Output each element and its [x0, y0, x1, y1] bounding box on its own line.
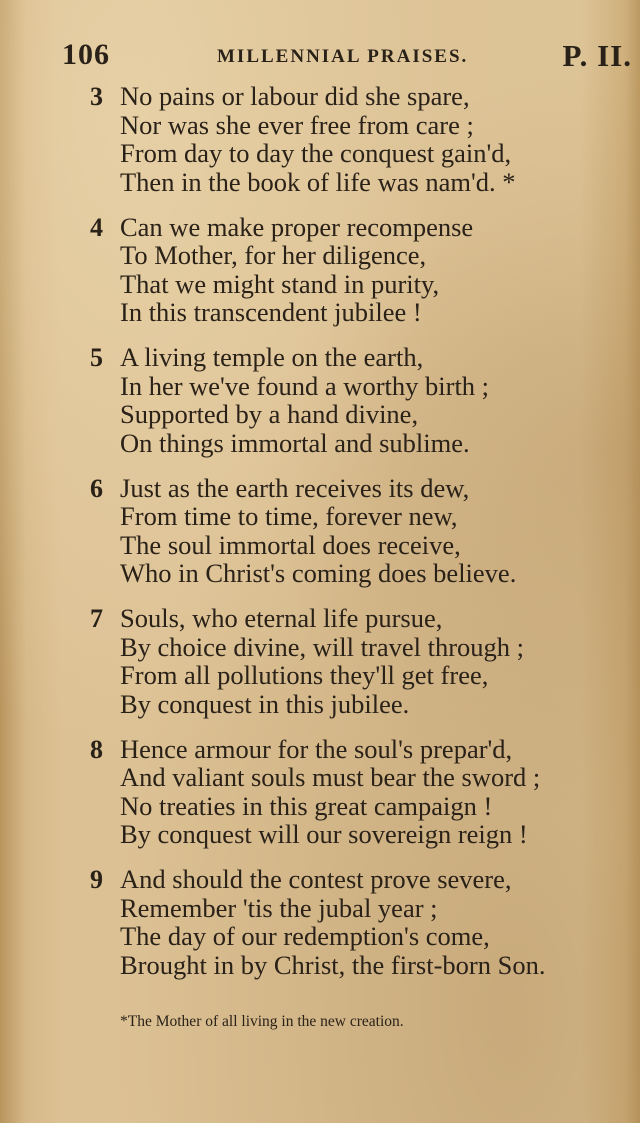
verse-line: Then in the book of life was nam'd. *	[120, 166, 516, 197]
stanza-7	[90, 604, 630, 718]
verse-line: Can we make proper recompense	[120, 211, 474, 242]
verse-line: Just as the earth receives its dew,	[120, 472, 470, 503]
stanza-5	[90, 343, 630, 457]
page-header	[62, 38, 634, 78]
stanza-6	[90, 474, 630, 588]
stanza-number: 3	[90, 82, 103, 111]
verse-line: No pains or labour did she spare,	[120, 81, 470, 111]
verse-line: The day of our redemption's come,	[120, 921, 490, 951]
verse-line: To Mother, for her diligence,	[120, 240, 427, 270]
verse-line: No treaties in this great campaign !	[120, 790, 493, 821]
verse-line: And should the contest prove severe,	[120, 864, 512, 894]
verse-line: From all pollutions they'll get free,	[120, 660, 489, 690]
verse-line: That we might stand in purity,	[120, 268, 440, 299]
verse-line: Remember 'tis the jubal year ;	[120, 892, 438, 923]
stanza-number: 5	[90, 343, 103, 372]
stanza-9	[90, 865, 630, 979]
verse-line: Supported by a hand divine,	[120, 399, 419, 429]
verse-line: Hence armour for the soul's prepar'd,	[120, 733, 513, 764]
stanza-4	[90, 213, 630, 327]
verse-line: From time to time, forever new,	[120, 501, 458, 531]
verse-line: By conquest will our sovereign reign !	[120, 819, 528, 849]
part-label: P. II.	[562, 38, 632, 73]
verse-line: The soul immortal does receive,	[120, 529, 461, 560]
footnote: *The Mother of all living in the new creation.	[120, 1013, 404, 1030]
page-number: 106	[62, 38, 110, 71]
verse-line: On things immortal and sublime.	[120, 427, 470, 458]
verse-line: A living temple on the earth,	[120, 342, 424, 372]
verse-line: Souls, who eternal life pursue,	[120, 603, 443, 633]
verse-line: By choice divine, will travel through ;	[120, 631, 525, 662]
stanza-number: 6	[90, 473, 103, 503]
verse-line: From day to day the conquest gain'd,	[120, 138, 512, 168]
hymn-stanzas	[90, 82, 630, 979]
verse-line: In this transcendent jubilee !	[120, 297, 422, 327]
verse-line: Nor was she ever free from care ;	[120, 109, 474, 140]
verse-line: And valiant souls must bear the sword ;	[120, 762, 541, 792]
stanza-number: 9	[90, 865, 103, 894]
running-title: MILLENNIAL PRAISES.	[217, 46, 469, 67]
stanza-8	[90, 735, 630, 849]
verse-line: Brought in by Christ, the first-born Son.	[120, 949, 546, 980]
stanza-3	[90, 82, 630, 196]
stanza-number: 7	[90, 604, 103, 633]
stanza-number: 8	[90, 734, 103, 764]
stanza-number: 4	[90, 212, 103, 242]
verse-line: By conquest in this jubilee.	[120, 688, 410, 719]
verse-line: In her we've found a worthy birth ;	[120, 370, 490, 401]
verse-line: Who in Christ's coming does believe.	[120, 558, 517, 588]
